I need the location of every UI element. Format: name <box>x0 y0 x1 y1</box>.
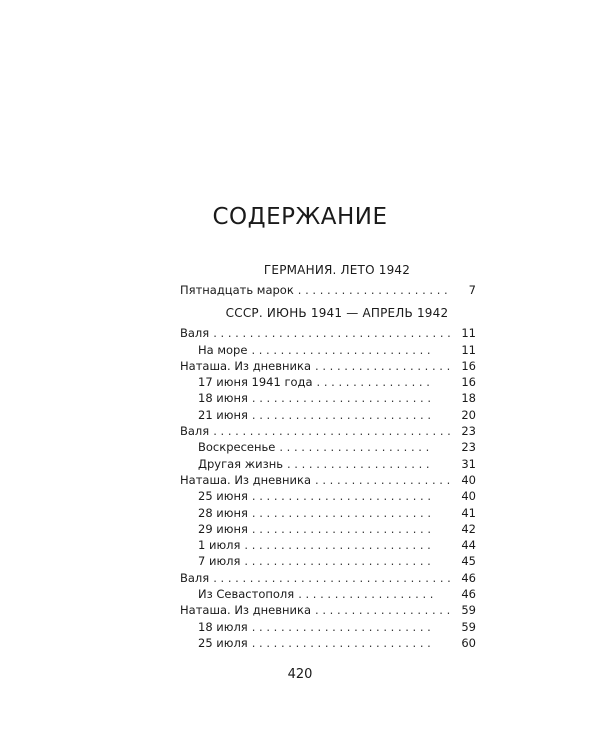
dot-leader <box>252 521 434 537</box>
toc-entry <box>180 570 476 586</box>
toc-entry <box>180 439 476 455</box>
toc-entry-page: 46 <box>461 587 476 602</box>
toc-entry-label: На море <box>198 342 248 357</box>
toc-entry-page: 31 <box>461 456 476 471</box>
section-heading: ГЕРМАНИЯ. ЛЕТО 1942 <box>263 263 411 277</box>
section-entries <box>180 325 476 651</box>
toc-entry <box>180 488 476 504</box>
toc-entry <box>180 521 476 537</box>
toc-entry-label: Пятнадцать марок <box>180 283 294 297</box>
toc-entry-label: 25 июня <box>198 489 248 504</box>
toc-entry <box>180 390 476 406</box>
toc-entry <box>180 619 476 635</box>
toc-entry-page: 46 <box>461 570 476 585</box>
toc-entry <box>180 456 476 472</box>
toc-entry-label: Валя <box>180 326 210 341</box>
toc-entry-page: 42 <box>461 521 476 536</box>
toc-entry <box>180 423 476 439</box>
toc-entry-page: 18 <box>461 391 476 406</box>
dot-leader <box>251 342 434 358</box>
dot-leader <box>317 374 434 390</box>
dot-leader <box>213 325 452 341</box>
toc-entry-label: Валя <box>180 424 210 439</box>
toc-entry-page: 16 <box>461 358 476 373</box>
toc-entry-page: 59 <box>461 603 476 618</box>
toc-entry-label: 17 июня 1941 года <box>198 375 313 390</box>
dot-leader <box>298 282 452 298</box>
dot-leader <box>244 537 434 553</box>
dot-leader <box>315 358 452 374</box>
dot-leader <box>252 407 434 423</box>
toc-entry <box>180 472 476 488</box>
toc-entry-label: Воскресенье <box>198 440 276 455</box>
toc-entry <box>180 586 476 602</box>
toc-entry-page: 45 <box>461 554 476 569</box>
toc-entry <box>180 553 476 569</box>
dot-leader <box>287 456 434 472</box>
toc-entry-page: 44 <box>461 538 476 553</box>
toc-entry-page: 11 <box>461 326 476 341</box>
dot-leader <box>252 619 434 635</box>
toc-entry <box>180 342 476 358</box>
toc-entry-page: 41 <box>461 505 476 520</box>
dot-leader <box>315 472 452 488</box>
toc-entry-page: 40 <box>461 472 476 487</box>
toc-entry-label: Наташа. Из дневника <box>180 358 312 373</box>
dot-leader <box>213 423 452 439</box>
toc-entry-label: 7 июля <box>198 554 241 569</box>
toc-entry-label: 25 июля <box>198 635 248 650</box>
toc-entry-page: 20 <box>461 407 476 422</box>
dot-leader <box>252 390 434 406</box>
dot-leader <box>279 439 434 455</box>
toc-entry <box>180 635 476 651</box>
toc-entry-page: 23 <box>461 424 476 439</box>
page-number: 420 <box>287 667 313 682</box>
toc-entry <box>180 537 476 553</box>
dot-leader <box>252 505 434 521</box>
table-of-contents <box>180 262 476 651</box>
toc-entry-page: 59 <box>461 619 476 634</box>
toc-entry <box>180 505 476 521</box>
toc-entry-label: 1 июля <box>198 538 241 553</box>
toc-entry <box>180 325 476 341</box>
page-title: СОДЕРЖАНИЕ <box>212 204 388 230</box>
section-heading: СССР. ИЮНЬ 1941 — АПРЕЛЬ 1942 <box>225 306 449 321</box>
toc-entry-page: 23 <box>461 440 476 455</box>
dot-leader <box>244 553 434 569</box>
toc-entry-label: Валя <box>180 570 210 585</box>
toc-entry-label: Наташа. Из дневника <box>180 603 312 618</box>
toc-entry-page: 7 <box>468 283 476 297</box>
dot-leader <box>252 635 434 651</box>
toc-entry-label: Другая жизнь <box>198 456 283 471</box>
toc-entry <box>180 602 476 618</box>
toc-entry-page: 11 <box>461 342 476 357</box>
dot-leader <box>298 586 434 602</box>
toc-entry-page: 16 <box>461 375 476 390</box>
toc-entry <box>180 358 476 374</box>
toc-entry-page: 40 <box>461 489 476 504</box>
toc-entry-label: 29 июня <box>198 521 248 536</box>
dot-leader <box>213 570 452 586</box>
toc-entry <box>180 374 476 390</box>
toc-entry-label: Из Севастополя <box>198 587 295 602</box>
toc-entry-label: 28 июня <box>198 505 248 520</box>
toc-entry-page: 60 <box>461 635 476 650</box>
toc-entry-label: 18 июля <box>198 619 248 634</box>
toc-entry-label: 21 июня <box>198 407 248 422</box>
toc-entry-label: 18 июня <box>198 391 248 406</box>
dot-leader <box>252 488 434 504</box>
toc-entry <box>180 407 476 423</box>
toc-entry <box>180 282 476 298</box>
dot-leader <box>315 602 452 618</box>
toc-entry-label: Наташа. Из дневника <box>180 472 312 487</box>
